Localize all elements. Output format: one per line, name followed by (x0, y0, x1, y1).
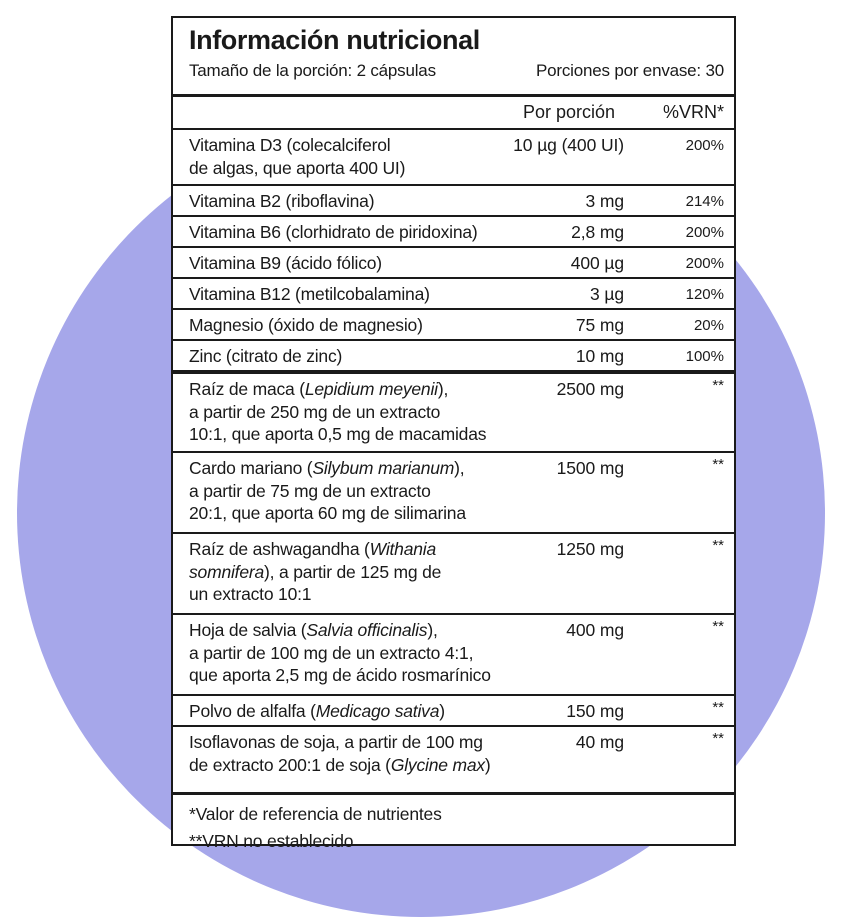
nutrient-vrn: ** (712, 730, 724, 747)
table-row (173, 613, 734, 694)
table-row (173, 308, 734, 339)
nutrient-vrn: ** (712, 456, 724, 473)
nutrient-name: Cardo mariano (Silybum marianum), a partir de 75 mg de un extracto 20:1, que aporta 60 mg de silimarina (189, 458, 466, 523)
nutrient-vrn: 20% (693, 317, 724, 334)
nutrient-vrn: 200% (685, 224, 724, 241)
table-row (173, 184, 734, 215)
nutrient-vrn: ** (712, 377, 724, 394)
nutrient-amount: 1500 mg (556, 458, 624, 478)
nutrient-vrn: 200% (685, 255, 724, 272)
nutrient-name: Raíz de ashwagandha (Withania somnifera), a partir de 125 mg de un extracto 10:1 (189, 539, 442, 604)
nutrient-vrn: 214% (685, 193, 724, 210)
table-row (173, 339, 734, 370)
nutrient-vrn: ** (712, 537, 724, 554)
nutrient-amount: 1250 mg (556, 539, 624, 559)
nutrient-name: Vitamina B9 (ácido fólico) (189, 253, 382, 273)
label-title: Información nutricional (189, 25, 480, 55)
nutrient-amount: 400 mg (566, 620, 624, 640)
nutrient-name: Raíz de maca (Lepidium meyenii), a partir de 250 mg de un extracto 10:1, que aporta 0,5 mg de macamidas (189, 379, 487, 444)
nutrient-name: Isoflavonas de soja, a partir de 100 mg de extracto 200:1 de soja (Glycine max) (189, 732, 491, 775)
table-row (173, 372, 734, 451)
label-header (173, 18, 734, 94)
nutrient-amount: 150 mg (566, 701, 624, 721)
nutrient-amount: 75 mg (575, 315, 624, 335)
table-row (173, 694, 734, 725)
nutrition-facts-panel (171, 16, 736, 851)
footnote-vrn-definition: *Valor de referencia de nutrientes (189, 804, 442, 824)
nutrient-vrn: ** (712, 699, 724, 716)
table-row (173, 128, 734, 184)
table-row (173, 451, 734, 532)
nutrient-name: Vitamina D3 (colecalciferol de algas, que aporta 400 UI) (189, 135, 406, 178)
nutrient-amount: 2500 mg (556, 379, 624, 399)
column-headers (173, 97, 734, 130)
table-row (173, 215, 734, 246)
nutrient-amount: 400 µg (570, 253, 624, 273)
nutrient-name: Polvo de alfalfa (Medicago sativa) (189, 701, 445, 721)
nutrient-vrn: 100% (685, 348, 724, 365)
table-row (173, 246, 734, 277)
nutrient-name: Vitamina B2 (riboflavina) (189, 191, 375, 211)
table-row (173, 277, 734, 308)
servings-per-container: Porciones por envase: 30 (536, 61, 724, 80)
table-row (173, 725, 734, 794)
footnote-not-established: **VRN no establecido (189, 831, 354, 851)
nutrient-amount: 3 mg (585, 191, 624, 211)
nutrient-name: Zinc (citrato de zinc) (189, 346, 343, 366)
serving-size: Tamaño de la porción: 2 cápsulas (189, 61, 436, 80)
nutrient-amount: 2,8 mg (571, 222, 624, 242)
nutrient-vrn: ** (712, 618, 724, 635)
nutrient-vrn: 120% (685, 286, 724, 303)
table-row (173, 532, 734, 613)
column-header-vrn: %VRN* (662, 102, 724, 122)
nutrient-amount: 10 µg (400 UI) (513, 135, 624, 155)
nutrient-name: Vitamina B12 (metilcobalamina) (189, 284, 430, 304)
footnotes (173, 795, 734, 851)
nutrient-amount: 40 mg (575, 732, 624, 752)
nutrient-name: Hoja de salvia (Salvia officinalis), a partir de 100 mg de un extracto 4:1, que aporta 2,5 mg de ácido rosmarínico (189, 620, 491, 685)
nutrient-vrn: 200% (685, 137, 724, 154)
nutrient-amount: 3 µg (589, 284, 624, 304)
nutrient-name: Magnesio (óxido de magnesio) (189, 315, 423, 335)
nutrient-name: Vitamina B6 (clorhidrato de piridoxina) (189, 222, 478, 242)
nutrient-amount: 10 mg (575, 346, 624, 366)
column-header-per-serving: Por porción (523, 102, 616, 122)
